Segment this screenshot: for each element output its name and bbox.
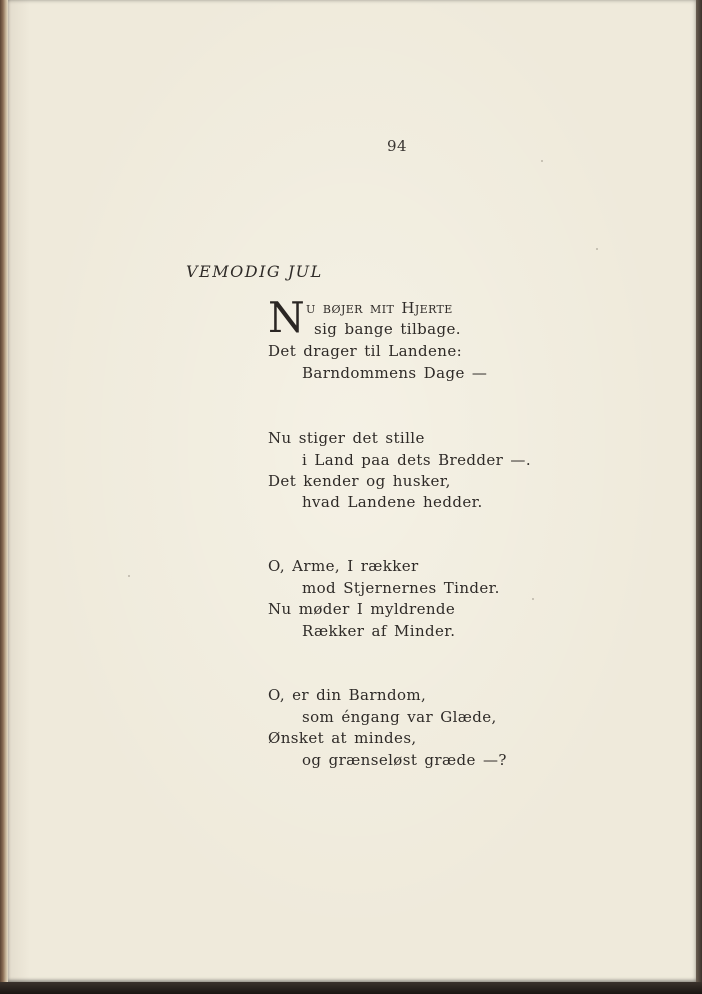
- poem-line: Barndommens Dage —: [302, 364, 488, 382]
- drop-cap: N: [268, 293, 305, 342]
- page-right-shadow: [696, 0, 702, 994]
- poem-line: O, er din Barndom,: [268, 686, 427, 704]
- paper-speck: [596, 248, 598, 250]
- paper-speck: [541, 160, 543, 162]
- poem-line: mod Stjernernes Tinder.: [302, 579, 500, 597]
- poem-line: Nu møder I myldrende: [268, 600, 456, 618]
- poem-line: som éngang var Glæde,: [302, 708, 497, 726]
- poem-line: Nu stiger det stille: [268, 429, 425, 447]
- book-page: [8, 0, 698, 982]
- book-binding-edge: [0, 0, 8, 994]
- poem-line: og grænseløst græde —?: [302, 751, 507, 769]
- poem-line: Ønsket at mindes,: [268, 729, 417, 747]
- poem-line: O, Arme, I rækker: [268, 557, 419, 575]
- poem-title: VEMODIG JUL: [186, 262, 323, 281]
- poem-line: Rækker af Minder.: [302, 622, 456, 640]
- poem-line: sig bange tilbage.: [314, 320, 461, 338]
- poem-line: hvad Landene hedder.: [302, 493, 483, 511]
- poem-line: Det kender og husker,: [268, 472, 451, 490]
- paper-speck: [128, 575, 130, 577]
- poem-line: i Land paa dets Bredder —.: [302, 451, 531, 469]
- paper-speck: [532, 598, 534, 600]
- page-number: 94: [387, 137, 408, 155]
- poem-line: u bøjer mit Hjerte: [306, 299, 453, 317]
- poem-line: Det drager til Landene:: [268, 342, 463, 360]
- page-bottom-shadow: [0, 982, 702, 994]
